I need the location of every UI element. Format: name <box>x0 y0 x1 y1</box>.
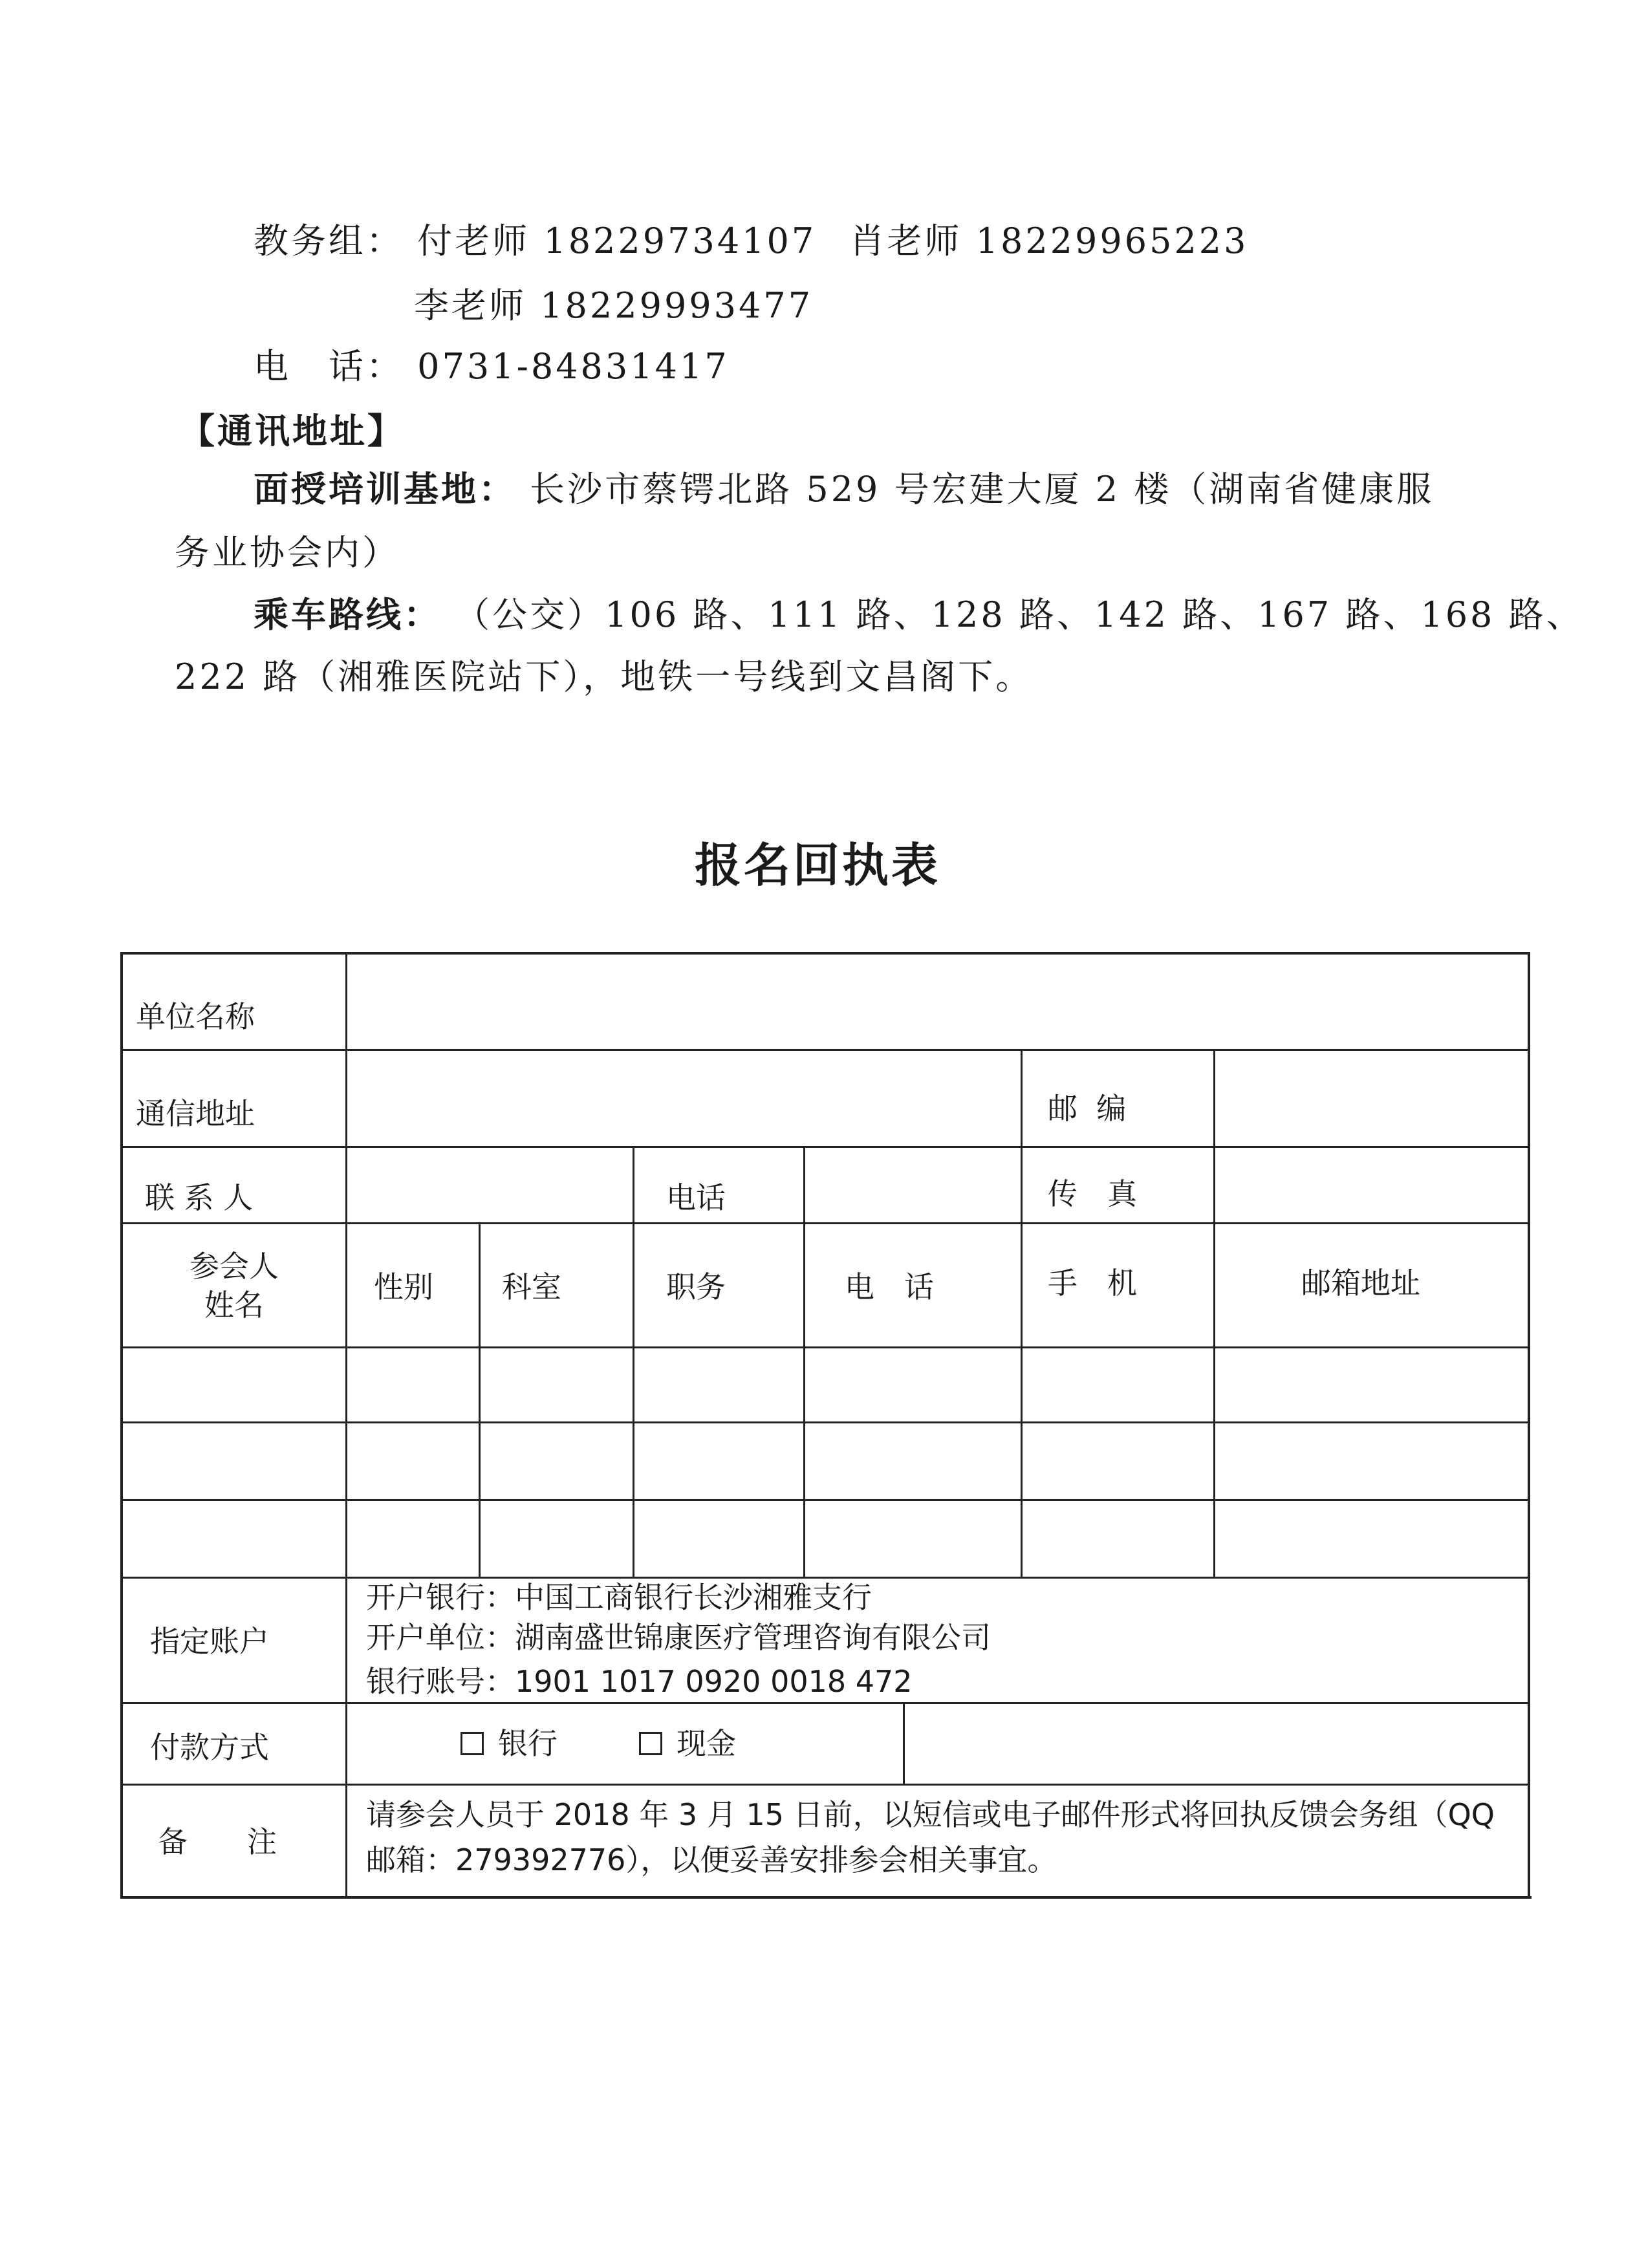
phone-line <box>254 344 730 389</box>
base-label: 面授培训基地： <box>254 469 516 510</box>
bank-checkbox[interactable] <box>460 1732 484 1755</box>
address-section-title: 【通讯地址】 <box>180 411 405 451</box>
contact-field[interactable] <box>348 1149 631 1221</box>
phone-number: 0731-84831417 <box>417 346 730 387</box>
route-text-2: 222 路（湘雅医院站下），地铁一号线到文昌阁下。 <box>175 656 1034 697</box>
header-department: 科室 <box>502 1269 561 1304</box>
account-bank: 开户银行：中国工商银行长沙湘雅支行 <box>366 1580 872 1615</box>
header-position: 职务 <box>666 1269 726 1304</box>
base-address-1: 长沙市蔡锷北路 529 号宏建大厦 2 楼（湖南省健康服 <box>530 469 1435 510</box>
label-contact: 联 系 人 <box>145 1180 254 1215</box>
label-fax: 传 真 <box>1048 1176 1137 1211</box>
pay-bank-label: 银行 <box>498 1726 558 1761</box>
teacher-xiao: 肖老师 18229965223 <box>849 221 1249 261</box>
pay-cash-option[interactable] <box>639 1724 736 1763</box>
phone-field[interactable] <box>806 1149 1019 1221</box>
account-number: 银行账号：1901 1017 0920 0018 472 <box>366 1664 913 1699</box>
route-label: 乘车路线： <box>254 594 441 635</box>
remark-line-2: 邮箱：279392776），以便妥善安排参会相关事宜。 <box>366 1842 1057 1877</box>
account-unit: 开户单位：湖南盛世锦康医疗管理咨询有限公司 <box>366 1620 991 1655</box>
label-payment: 付款方式 <box>150 1730 269 1765</box>
attendee-row-2[interactable] <box>123 1424 1528 1498</box>
form-title: 报名回执表 <box>694 838 940 892</box>
label-address: 通信地址 <box>136 1096 255 1131</box>
header-mobile: 手 机 <box>1048 1266 1137 1301</box>
route-line-1 <box>254 592 1584 638</box>
route-text-1: （公交）106 路、111 路、128 路、142 路、167 路、168 路、 <box>455 594 1584 635</box>
teacher-li: 李老师 18229993477 <box>414 285 814 326</box>
teacher-fu: 付老师 18229734107 <box>417 221 817 261</box>
label-phone: 电话 <box>666 1180 726 1215</box>
contacts-line-1 <box>254 219 1249 264</box>
remark-line-1: 请参会人员于 2018 年 3 月 15 日前，以短信或电子邮件形式将回执反馈会务组（QQ <box>366 1797 1495 1832</box>
cash-checkbox[interactable] <box>639 1732 662 1755</box>
label-account: 指定账户 <box>150 1624 269 1659</box>
attendee-row-1[interactable] <box>123 1349 1528 1420</box>
fax-field[interactable] <box>1216 1149 1526 1221</box>
label-postcode: 邮 编 <box>1048 1091 1127 1126</box>
label-remark: 备 注 <box>158 1824 277 1859</box>
header-tel: 电 话 <box>845 1269 934 1304</box>
pay-cash-label: 现金 <box>677 1726 736 1761</box>
base-address-2: 务业协会内） <box>175 532 400 573</box>
header-gender: 性别 <box>374 1269 433 1304</box>
header-email: 邮箱地址 <box>1301 1266 1420 1301</box>
postcode-field[interactable] <box>1216 1052 1526 1145</box>
phone-label: 电 话： <box>254 346 404 387</box>
label-unit-name: 单位名称 <box>136 999 255 1034</box>
pay-bank-option[interactable] <box>460 1724 558 1763</box>
address-field[interactable] <box>348 1052 1019 1145</box>
attendee-row-3[interactable] <box>123 1502 1528 1575</box>
header-attendee-name: 参会人 姓名 <box>189 1249 279 1323</box>
unit-name-field[interactable] <box>348 955 1526 1048</box>
base-line-1 <box>254 467 1434 512</box>
contacts-label: 教务组： <box>254 221 404 261</box>
